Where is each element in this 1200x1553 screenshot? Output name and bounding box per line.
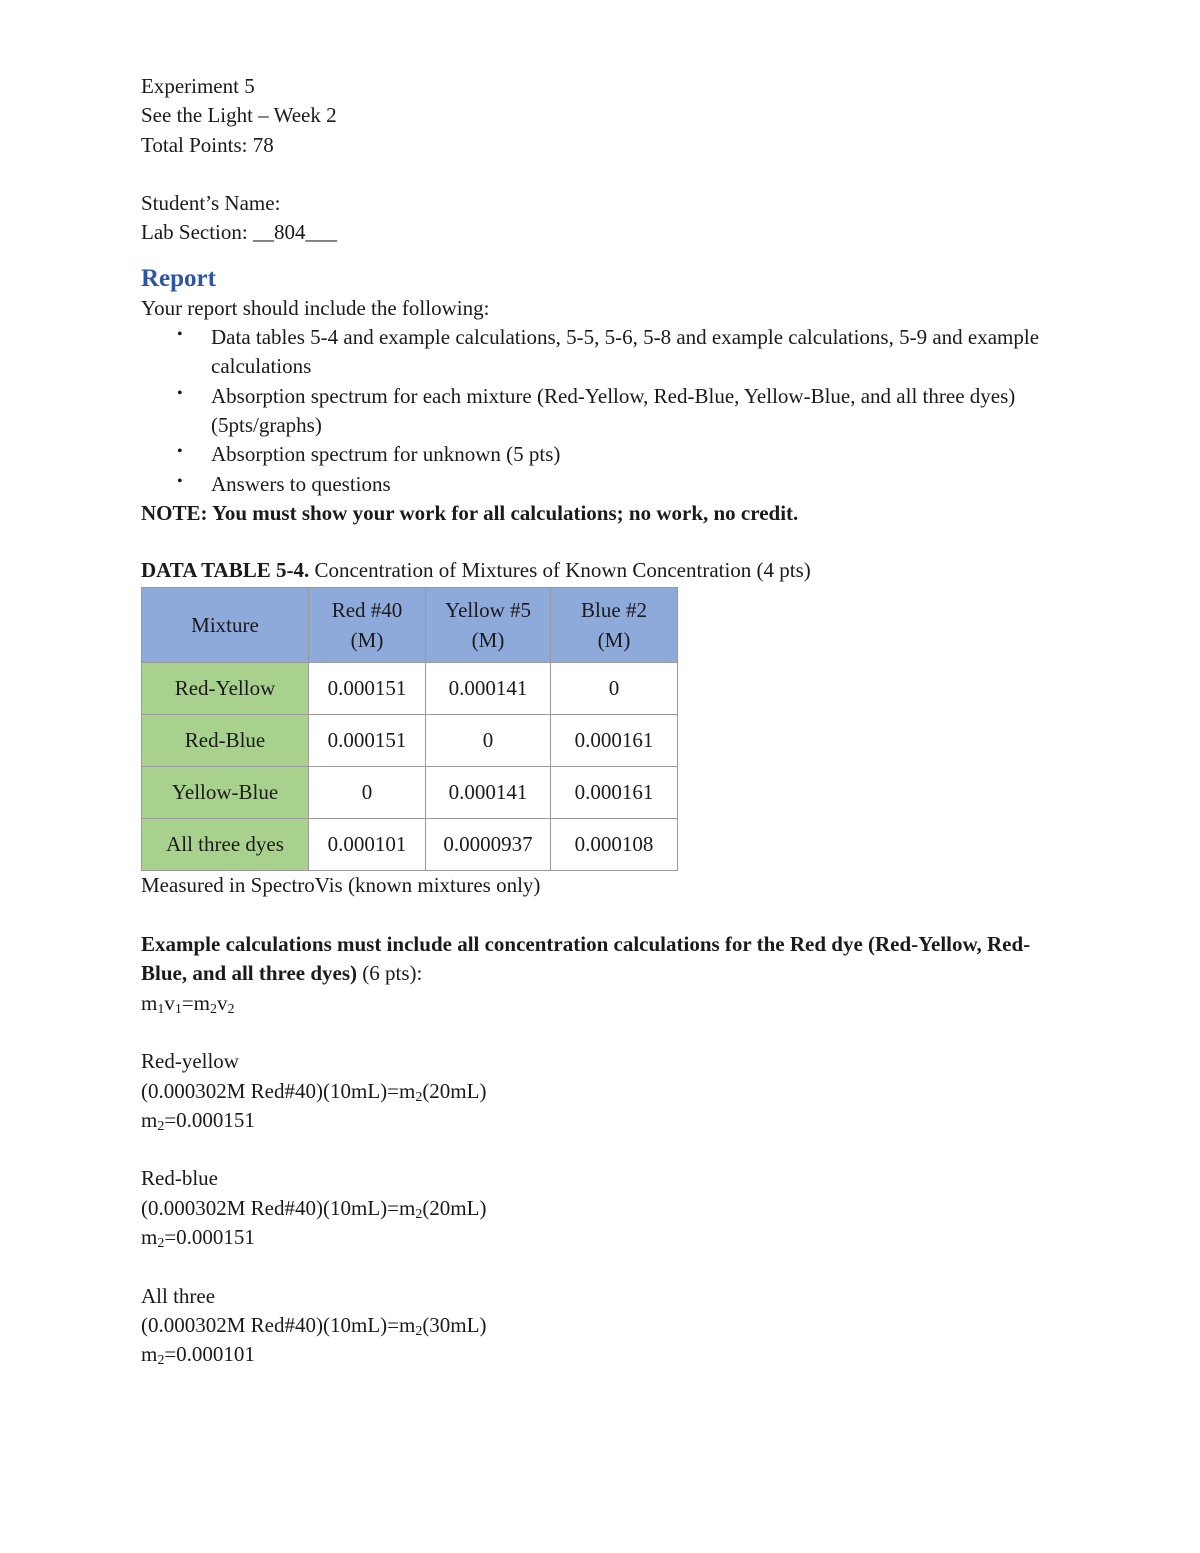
table-caption (141, 556, 1071, 585)
example-equation: (0.000302M $Red\#40)(10mL)=m_2(20mL)$ (141, 1078, 487, 1105)
row-label: All three dyes (142, 819, 309, 871)
list-item: • Absorption spectrum for each mixture (Red-Yellow, Red-Blue, Yellow-Blue, and all three dyes) (5pts/graphs) (177, 383, 1016, 437)
example-result: $m_2=0.000151$ (141, 1225, 255, 1252)
example-label: Red-yellow (141, 1049, 239, 1074)
table-caption-text: Concentration of Mixtures of Known Concentration (4 pts) (309, 558, 811, 583)
example-label: All three (141, 1283, 216, 1308)
data-table-5-4 (141, 587, 678, 871)
calculations-intro: Example calculations must include all concentration calculations for the Red dye (Red-Yellow, Red-Blue, and all three dyes) (6 pts): (141, 932, 1031, 986)
table-cell: 0.000161 (551, 767, 678, 819)
row-label: Red-Blue (142, 715, 309, 767)
example-result: $m_2=0.000151$ (141, 1107, 255, 1134)
table-header-row (142, 588, 678, 663)
column-header-yellow: Yellow #5 (M) (426, 588, 551, 663)
table-row (142, 819, 678, 871)
example-result: $m_2=0.000101$ (141, 1342, 255, 1369)
column-header-red: Red #40 (M) (309, 588, 426, 663)
table-cell: 0.0000937 (426, 819, 551, 871)
lab-section-field: Lab Section: __804___ (141, 220, 337, 245)
table-cell: 0.000161 (551, 715, 678, 767)
table-cell: 0.000141 (426, 663, 551, 715)
example-label: Red-blue (141, 1166, 218, 1191)
bullet-icon: • (177, 472, 183, 490)
column-header-mixture: Mixture (142, 588, 309, 663)
table-row (142, 663, 678, 715)
table-cell: 0.000101 (309, 819, 426, 871)
table-cell: 0.000108 (551, 819, 678, 871)
table-cell: 0.000151 (309, 715, 426, 767)
table-footnote: Measured in SpectroVis (known mixtures only) (141, 873, 541, 898)
experiment-number: Experiment 5 (141, 74, 255, 98)
table-cell: 0.000141 (426, 767, 551, 819)
table-row (142, 715, 678, 767)
list-item: • Answers to questions (177, 471, 391, 496)
bullet-icon: • (177, 384, 183, 402)
dilution-formula: $m_1v_1=m_2v_2$ (141, 990, 235, 1017)
table-cell: 0 (551, 663, 678, 715)
example-equation: (0.000302M $Red\#40)(10mL)=m_2(30mL)$ (141, 1312, 487, 1339)
report-requirements-list (141, 323, 1071, 499)
table-caption-label: DATA TABLE 5-4. (141, 558, 310, 583)
column-header-blue: Blue #2 (M) (551, 588, 678, 663)
experiment-title: See the Light – Week 2 (141, 103, 337, 128)
table-row (142, 767, 678, 819)
example-equation: (0.000302M $Red\#40)(10mL)=m_2(20mL)$ (141, 1195, 487, 1222)
row-label: Red-Yellow (142, 663, 309, 715)
table-cell: 0 (309, 767, 426, 819)
list-item: • Absorption spectrum for unknown (5 pts) (177, 442, 561, 467)
list-item: • Data tables 5-4 and example calculations, 5-5, 5-6, 5-8 and example calculations, 5-9 and example calculations (177, 325, 1040, 379)
table-cell: 0.000151 (309, 663, 426, 715)
table-cell: 0 (426, 715, 551, 767)
report-intro: Your report should include the following: (141, 295, 490, 320)
row-label: Yellow-Blue (142, 767, 309, 819)
total-points: Total Points: 78 (141, 132, 274, 157)
bullet-icon: • (177, 443, 183, 461)
report-heading: Report (141, 264, 216, 292)
bullet-icon: • (177, 326, 183, 344)
note: NOTE: You must show your work for all calculations; no work, no credit. (141, 500, 799, 525)
student-name-field: Student’s Name: (141, 191, 281, 216)
document-content (141, 72, 1071, 1370)
